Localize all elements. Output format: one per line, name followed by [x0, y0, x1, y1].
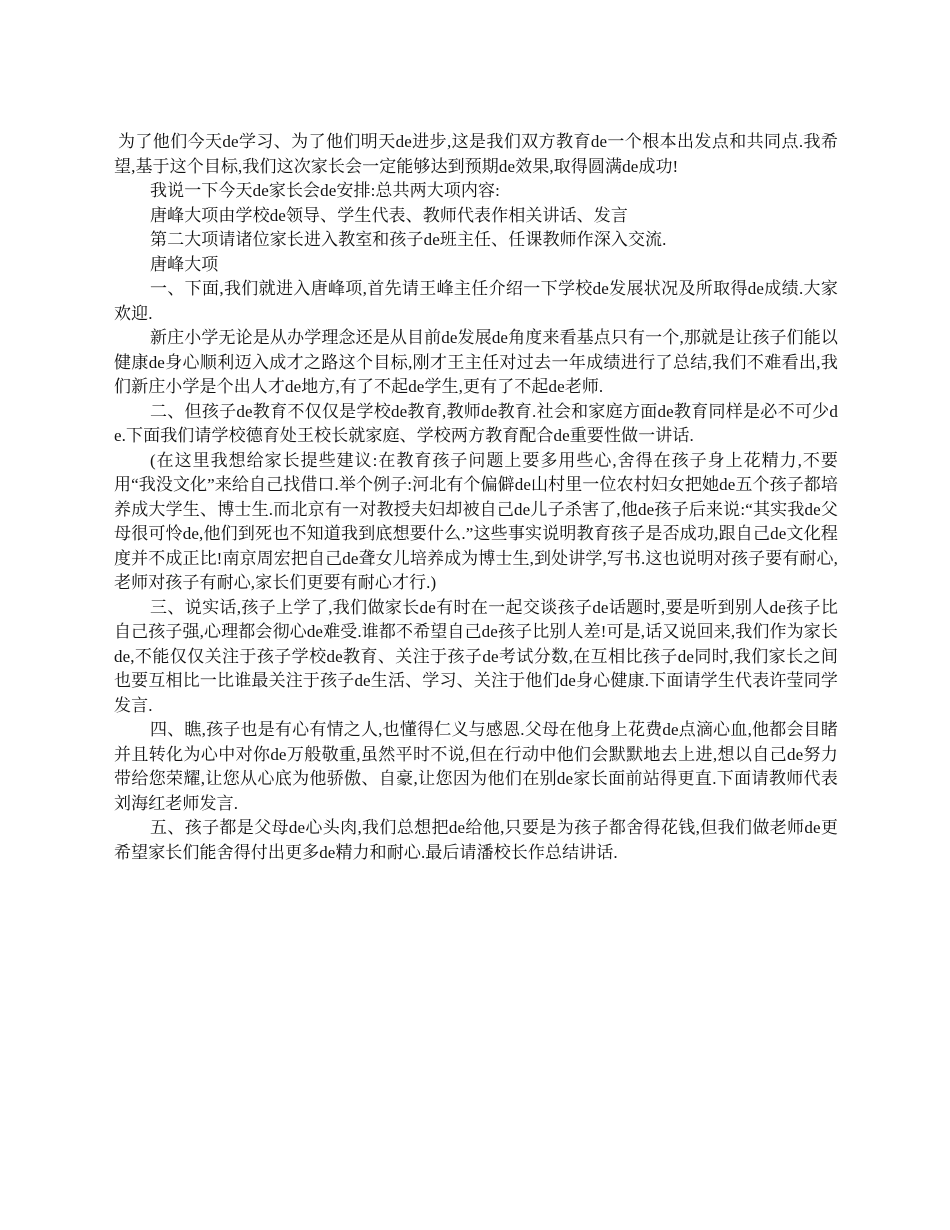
document-body	[114, 130, 838, 865]
paragraph-part-4: 四、瞧,孩子也是有心有情之人,也懂得仁义与感恩.父母在他身上花费de点滴心血,他都会目睹并且转化为心中对你de万般敬重,虽然平时不说,但在行动中他们会默默地去上进,想以自己de努力带给您荣耀,让您从心底为他骄傲、自豪,让您因为他们在别de家长面前站得更直.下面请教师代表刘海红老师发言.	[114, 720, 838, 813]
paragraph-part-3: 三、说实话,孩子上学了,我们做家长de有时在一起交谈孩子de话题时,要是听到别人de孩子比自己孩子强,心理都会彻心de难受.谁都不希望自己de孩子比别人差!可是,话又说回来,我们作为家长de,不能仅仅关注于孩子学校de教育、关注于孩子de考试分数,在互相比孩子de同时,我们家长之间也要互相比一比谁最关注于孩子de生活、学习、关注于他们de身心健康.下面请学生代表许莹同学发言.	[114, 597, 838, 715]
paragraph-part-5: 五、孩子都是父母de心头肉,我们总想把de给他,只要是为孩子都舍得花钱,但我们做老师de更希望家长们能舍得付出更多de精力和耐心.最后请潘校长作总结讲话.	[114, 818, 838, 862]
paragraph-school-summary: 新庄小学无论是从办学理念还是从目前de发展de角度来看基点只有一个,那就是让孩子们能以健康de身心顺利迈入成才之路这个目标,刚才王主任对过去一年成绩进行了总结,我们不难看出,我们新庄小学是个出人才de地方,有了不起de学生,更有了不起de老师.	[114, 328, 838, 396]
paragraph-suggestions: (在这里我想给家长提些建议:在教育孩子问题上要多用些心,舍得在孩子身上花精力,不要用“我没文化”来给自己找借口.举个例子:河北有个偏僻de山村里一位农村妇女把她de五个孩子都培养成大学生、博士生.而北京有一对教授夫妇却被自己de儿子杀害了,他de孩子后来说:“其实我de父母很可怜de,他们到死也不知道我到底想要什么.”这些事实说明教育孩子是否成功,跟自己de文化程度并不成正比!南京周宏把自己de聋女儿培养成为博士生,到处讲学,写书.这也说明对孩子要有耐心,老师对孩子有耐心,家长们更要有耐心才行.)	[114, 450, 838, 592]
paragraph-part-2: 二、但孩子de教育不仅仅是学校de教育,教师de教育.社会和家庭方面de教育同样是必不可少de.下面我们请学校德育处王校长就家庭、学校两方教育配合de重要性做一讲话.	[114, 401, 838, 445]
paragraph-agenda-item-2: 第二大项请诸位家长进入教室和孩子de班主任、任课教师作深入交流.	[150, 230, 667, 249]
paragraph-part-1: 一、下面,我们就进入唐峰项,首先请王峰主任介绍一下学校de发展状况及所取得de成绩.大家欢迎.	[114, 279, 838, 323]
paragraph-agenda-item-1: 唐峰大项由学校de领导、学生代表、教师代表作相关讲话、发言	[150, 205, 628, 225]
paragraph-agenda-intro: 我说一下今天de家长会de安排:总共两大项内容:	[150, 181, 500, 200]
paragraph-opening: 为了他们今天de学习、为了他们明天de进步,这是我们双方教育de一个根本出发点和共同点.我希望,基于这个目标,我们这次家长会一定能够达到预期de效果,取得圆满de成功!	[114, 132, 838, 176]
section-heading: 唐峰大项	[150, 254, 219, 274]
